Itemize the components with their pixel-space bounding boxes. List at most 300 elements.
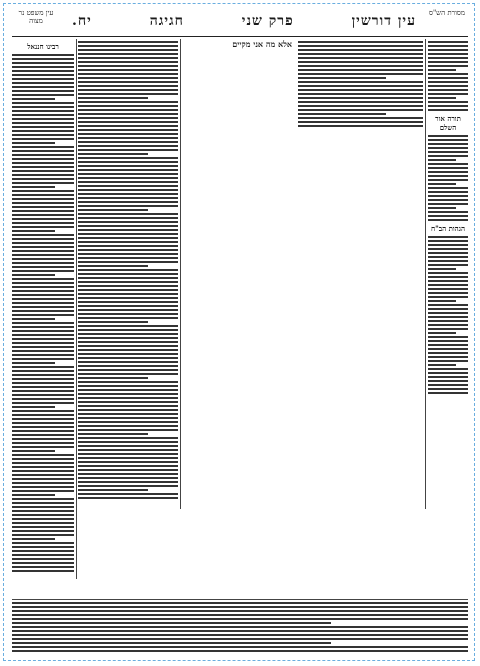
text-line <box>428 348 468 350</box>
text-line <box>78 113 178 115</box>
text-line <box>78 401 178 403</box>
text-line <box>12 350 74 352</box>
text-line <box>12 358 74 360</box>
text-line <box>12 66 74 68</box>
text-line <box>12 466 74 468</box>
text-line <box>78 93 178 95</box>
text-line <box>298 61 423 63</box>
text-line <box>428 139 468 141</box>
text-line <box>428 320 468 322</box>
text-line <box>298 81 423 83</box>
text-line <box>78 265 148 267</box>
text-line <box>428 53 468 55</box>
text-line <box>12 206 74 208</box>
text-line <box>12 258 74 260</box>
text-line <box>12 234 74 236</box>
text-line <box>12 650 468 652</box>
text-line <box>12 530 74 532</box>
text-line <box>78 277 178 279</box>
text-line <box>428 356 468 358</box>
text-line <box>78 477 178 479</box>
section-heading: תורה אור השלם <box>435 114 461 132</box>
text-line <box>78 81 178 83</box>
text-line <box>428 388 468 390</box>
text-line <box>78 49 178 51</box>
text-line <box>12 114 74 116</box>
text-line <box>12 558 74 560</box>
text-line <box>78 425 178 427</box>
text-line <box>78 405 178 407</box>
text-line <box>78 233 178 235</box>
text-line <box>12 310 74 312</box>
text-line <box>428 312 468 314</box>
text-line <box>428 392 468 394</box>
text-line <box>428 207 456 209</box>
title-word-2: פרק שני <box>241 12 294 29</box>
text-line <box>12 390 74 392</box>
text-line <box>428 77 468 79</box>
text-line <box>12 266 74 268</box>
text-line <box>12 410 74 412</box>
text-line <box>12 642 331 644</box>
text-line <box>428 171 468 173</box>
text-line <box>12 382 74 384</box>
text-line <box>428 380 468 382</box>
text-line <box>12 90 74 92</box>
text-line <box>12 606 468 608</box>
text-line <box>428 179 468 181</box>
text-line <box>428 191 468 193</box>
text-line <box>78 365 178 367</box>
text-line <box>78 269 178 271</box>
text-line <box>298 101 423 103</box>
text-line <box>12 226 74 228</box>
text-line <box>78 421 178 423</box>
text-line <box>12 286 74 288</box>
text-line <box>78 485 178 487</box>
rashi-commentary <box>298 39 423 139</box>
text-line <box>78 317 178 319</box>
text-line <box>78 229 178 231</box>
title-word-3: חגיגה <box>149 12 184 29</box>
text-line <box>428 93 468 95</box>
column-divider <box>76 39 77 579</box>
text-line <box>12 210 74 212</box>
text-line <box>78 345 178 347</box>
text-line <box>78 69 178 71</box>
text-line <box>78 173 178 175</box>
text-line <box>12 326 74 328</box>
text-line <box>428 268 456 270</box>
text-line <box>12 174 74 176</box>
text-line <box>12 470 74 472</box>
text-line <box>12 82 74 84</box>
text-line <box>12 510 74 512</box>
text-line <box>12 462 74 464</box>
title-word-4: יח. <box>72 12 92 29</box>
text-line <box>12 446 74 448</box>
text-line <box>12 554 74 556</box>
text-line <box>428 211 468 213</box>
text-line <box>428 183 456 185</box>
text-line <box>12 526 74 528</box>
text-line <box>12 414 74 416</box>
text-line <box>12 626 468 628</box>
text-line <box>12 566 74 568</box>
text-line <box>428 364 456 366</box>
text-line <box>12 622 331 624</box>
text-line <box>12 602 468 604</box>
text-line <box>428 187 468 189</box>
gemara-main-text <box>184 39 292 459</box>
text-line <box>78 377 148 379</box>
text-line <box>12 302 74 304</box>
text-line <box>78 249 178 251</box>
text-line <box>428 101 468 103</box>
text-line <box>78 201 178 203</box>
text-line <box>428 336 468 338</box>
text-line <box>12 342 74 344</box>
text-line <box>12 62 74 64</box>
text-line <box>78 65 178 67</box>
text-line <box>78 357 178 359</box>
text-line <box>12 366 74 368</box>
text-line <box>12 126 74 128</box>
text-line <box>298 117 423 119</box>
text-line <box>298 41 423 43</box>
text-line <box>428 57 468 59</box>
text-line <box>12 430 74 432</box>
text-line <box>12 290 74 292</box>
header-rule <box>12 36 468 37</box>
text-line <box>78 45 178 47</box>
text-line <box>78 409 178 411</box>
text-line <box>12 278 74 280</box>
text-line <box>78 181 178 183</box>
text-line <box>78 189 178 191</box>
left-margin-column <box>12 39 74 579</box>
text-line <box>78 253 178 255</box>
text-line <box>12 150 74 152</box>
text-line <box>78 101 178 103</box>
text-line <box>12 434 74 436</box>
text-line <box>78 445 178 447</box>
text-line <box>78 481 178 483</box>
text-line <box>428 163 468 165</box>
text-line <box>12 498 74 500</box>
page-header <box>12 9 468 39</box>
text-line <box>12 482 74 484</box>
text-line <box>428 340 468 342</box>
text-line <box>428 143 468 145</box>
text-line <box>428 248 468 250</box>
text-line <box>12 630 468 632</box>
text-line <box>298 53 423 55</box>
text-line <box>78 129 178 131</box>
text-line <box>428 89 468 91</box>
text-line <box>428 167 468 169</box>
text-line <box>78 341 178 343</box>
text-line <box>428 45 468 47</box>
text-line <box>12 110 74 112</box>
text-line <box>428 219 468 221</box>
text-line <box>78 297 178 299</box>
text-line <box>78 257 178 259</box>
text-line <box>12 438 74 440</box>
text-line <box>12 374 74 376</box>
text-line <box>78 137 178 139</box>
text-line <box>12 74 74 76</box>
text-line <box>12 486 74 488</box>
text-line <box>428 236 468 238</box>
text-line <box>428 151 468 153</box>
text-line <box>78 73 178 75</box>
section-heading: הגהות הב"ח <box>430 224 466 233</box>
text-line <box>12 202 74 204</box>
text-line <box>78 385 178 387</box>
column-divider <box>425 39 426 509</box>
text-line <box>428 215 468 217</box>
text-line <box>298 105 423 107</box>
text-line <box>12 638 468 640</box>
text-line <box>428 284 468 286</box>
text-line <box>428 175 468 177</box>
text-line <box>298 77 386 79</box>
text-line <box>428 296 468 298</box>
text-line <box>428 252 468 254</box>
text-line <box>12 130 74 132</box>
text-line <box>78 289 178 291</box>
text-line <box>12 450 55 452</box>
text-line <box>298 85 423 87</box>
text-line <box>12 442 74 444</box>
text-line <box>428 41 468 43</box>
text-line <box>78 497 178 499</box>
text-line <box>12 398 74 400</box>
text-line <box>78 309 178 311</box>
text-line <box>428 135 468 137</box>
text-line <box>12 426 74 428</box>
text-line <box>12 102 74 104</box>
text-line <box>78 213 178 215</box>
text-line <box>12 314 74 316</box>
right-margin-column <box>428 39 468 509</box>
text-line <box>78 57 178 59</box>
text-line <box>12 242 74 244</box>
text-line <box>12 142 55 144</box>
text-line <box>428 260 468 262</box>
text-line <box>428 244 468 246</box>
text-line <box>428 61 468 63</box>
text-line <box>428 147 468 149</box>
text-line <box>78 449 178 451</box>
text-line <box>298 121 423 123</box>
text-line <box>428 195 468 197</box>
text-line <box>298 89 423 91</box>
text-line <box>12 166 74 168</box>
text-line <box>78 153 148 155</box>
text-line <box>78 53 178 55</box>
text-line <box>12 134 74 136</box>
main-opening-words: אלא מה אני מקיים <box>232 39 292 49</box>
text-line <box>12 394 74 396</box>
text-line <box>428 344 468 346</box>
text-line <box>78 433 148 435</box>
text-line <box>78 441 178 443</box>
text-line <box>12 494 55 496</box>
text-line <box>428 264 468 266</box>
text-line <box>12 614 468 616</box>
text-line <box>78 457 178 459</box>
text-line <box>12 294 74 296</box>
footnotes <box>12 599 468 656</box>
text-line <box>78 393 178 395</box>
text-line <box>428 332 456 334</box>
text-line <box>12 54 74 56</box>
text-line <box>78 149 178 151</box>
text-line <box>12 182 74 184</box>
talmud-page <box>12 9 468 655</box>
text-line <box>428 69 456 71</box>
text-line <box>12 230 55 232</box>
text-line <box>78 117 178 119</box>
text-line <box>298 93 423 95</box>
text-line <box>428 292 468 294</box>
text-line <box>12 198 74 200</box>
text-line <box>78 197 178 199</box>
text-line <box>78 397 178 399</box>
text-line <box>12 538 55 540</box>
text-line <box>12 190 74 192</box>
text-line <box>12 334 74 336</box>
text-line <box>12 386 74 388</box>
text-line <box>12 522 74 524</box>
text-line <box>12 58 74 60</box>
text-line <box>78 41 178 43</box>
text-line <box>12 154 74 156</box>
text-line <box>78 273 178 275</box>
text-line <box>78 465 178 467</box>
text-line <box>78 145 178 147</box>
text-line <box>298 65 423 67</box>
text-line <box>12 146 74 148</box>
text-line <box>428 240 468 242</box>
text-line <box>298 113 386 115</box>
text-line <box>12 418 74 420</box>
text-line <box>78 61 178 63</box>
text-line <box>298 109 423 111</box>
text-line <box>428 328 468 330</box>
text-line <box>78 293 178 295</box>
text-line <box>428 272 468 274</box>
text-line <box>78 221 178 223</box>
text-line <box>12 270 74 272</box>
text-line <box>12 402 74 404</box>
text-line <box>78 437 178 439</box>
text-line <box>12 362 55 364</box>
text-line <box>298 45 423 47</box>
text-line <box>78 225 178 227</box>
text-line <box>78 97 148 99</box>
text-line <box>12 562 74 564</box>
text-line <box>78 369 178 371</box>
text-line <box>78 333 178 335</box>
text-line <box>12 218 74 220</box>
text-line <box>12 122 74 124</box>
text-line <box>78 185 178 187</box>
text-line <box>428 85 468 87</box>
text-line <box>78 349 178 351</box>
text-line <box>12 106 74 108</box>
text-line <box>78 353 178 355</box>
text-line <box>12 422 74 424</box>
text-line <box>12 646 468 648</box>
text-line <box>428 81 468 83</box>
text-line <box>12 354 74 356</box>
running-title <box>72 11 416 31</box>
text-line <box>12 86 74 88</box>
text-line <box>12 518 74 520</box>
text-line <box>12 490 74 492</box>
text-line <box>298 125 423 127</box>
text-line <box>78 329 178 331</box>
text-line <box>78 373 178 375</box>
text-line <box>428 304 468 306</box>
text-line <box>78 305 178 307</box>
text-line <box>298 57 423 59</box>
text-line <box>428 360 468 362</box>
text-line <box>12 98 55 100</box>
text-line <box>78 157 178 159</box>
text-line <box>78 209 148 211</box>
text-line <box>12 94 74 96</box>
text-line <box>78 281 178 283</box>
text-line <box>428 280 468 282</box>
text-line <box>428 324 468 326</box>
text-line <box>12 214 74 216</box>
text-line <box>12 542 74 544</box>
text-line <box>78 313 178 315</box>
text-line <box>78 429 178 431</box>
text-line <box>12 478 74 480</box>
text-line <box>78 89 178 91</box>
text-line <box>78 161 178 163</box>
text-line <box>428 300 456 302</box>
text-line <box>12 118 74 120</box>
text-line <box>78 461 178 463</box>
text-line <box>428 49 468 51</box>
text-line <box>78 237 178 239</box>
text-line <box>78 285 178 287</box>
text-line <box>298 73 423 75</box>
text-line <box>78 141 178 143</box>
text-line <box>78 321 148 323</box>
text-line <box>78 301 178 303</box>
text-line <box>78 389 178 391</box>
text-line <box>78 381 178 383</box>
text-line <box>12 186 55 188</box>
text-line <box>78 133 178 135</box>
text-line <box>428 203 468 205</box>
text-line <box>428 352 468 354</box>
text-line <box>428 276 468 278</box>
column-divider <box>180 39 181 509</box>
text-line <box>12 170 74 172</box>
text-line <box>428 73 468 75</box>
text-line <box>12 274 55 276</box>
text-line <box>12 534 74 536</box>
text-line <box>12 458 74 460</box>
